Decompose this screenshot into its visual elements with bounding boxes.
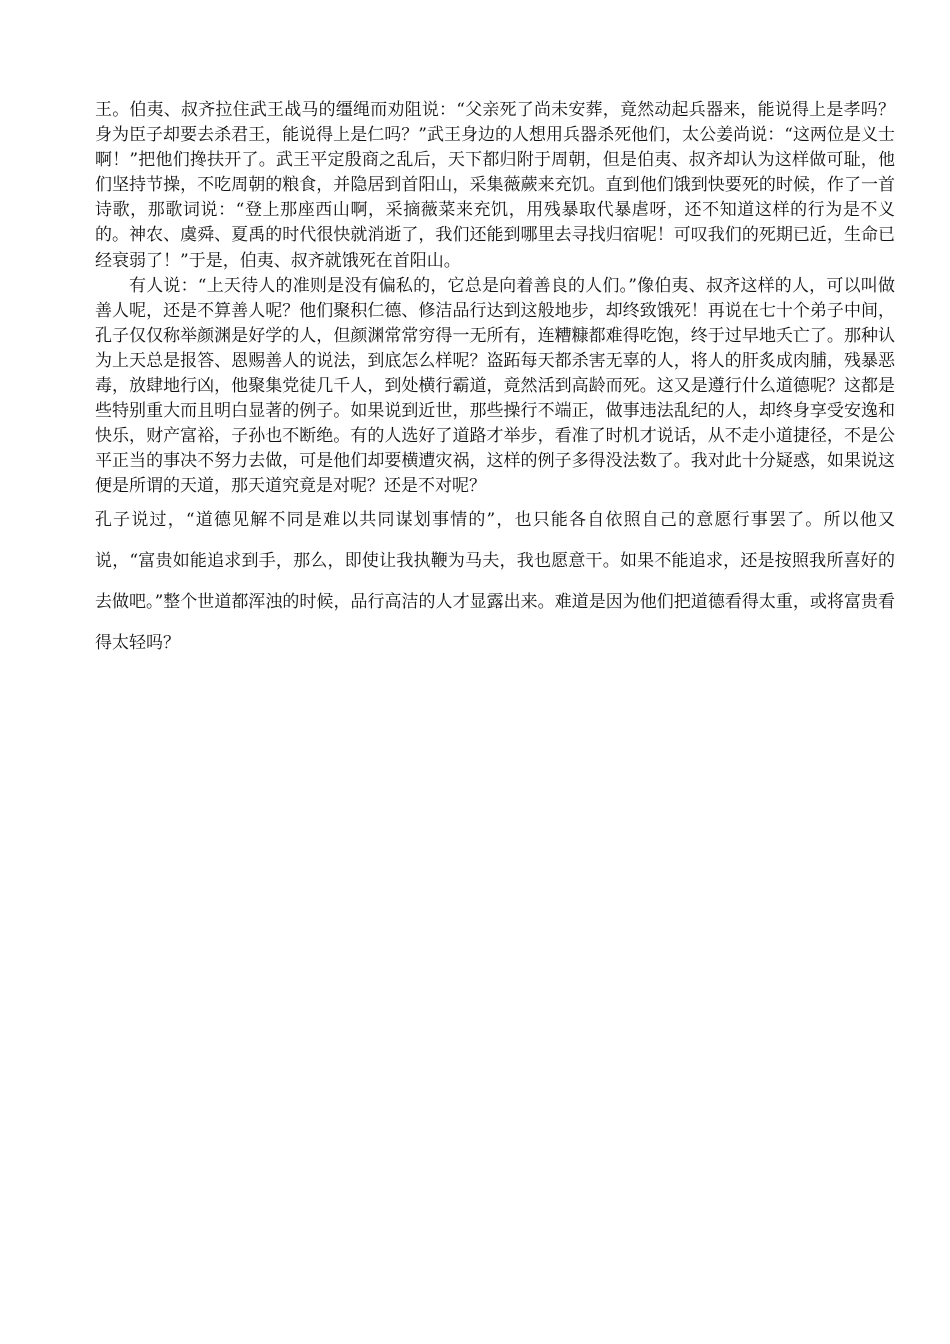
paragraph-boyi-shuqi: 王。伯夷、叔齐拉住武王战马的缰绳而劝阻说：“父亲死了尚未安葬，竟然动起兵器来，能说得上是孝吗？身为臣子却要去杀君王，能说得上是仁吗？”武王身边的人想用兵器杀死他们，太公姜尚说：“这两位是义士啊！”把他们搀扶开了。武王平定殷商之乱后，天下都归附于周朝，但是伯夷、叔齐却认为这样做可耻，他们坚持节操，不吃周朝的粮食，并隐居到首阳山，采集薇蕨来充饥。直到他们饿到快要死的时候，作了一首诗歌，那歌词说：“登上那座西山啊，采摘薇菜来充饥，用残暴取代暴虐呀，还不知道这样的行为是不义的。神农、虞舜、夏禹的时代很快就消逝了，我们还能到哪里去寻找归宿呢！可叹我们的死期已近，生命已经衰弱了！”于是，伯夷、叔齐就饿死在首阳山。 — [95, 100, 895, 271]
document-page — [95, 98, 895, 664]
paragraph-confucius: 孔子说过，“道德见解不同是难以共同谋划事情的”，也只能各自依照自己的意愿行事罢了。所以他又说，“富贵如能追求到手，那么，即使让我执鞭为马夫，我也愿意干。如果不能追求，还是按照我所喜好的去做吧。”整个世道都浑浊的时候，品行高洁的人才显露出来。难道是因为他们把道德看得太重，或将富贵看得太轻吗？ — [95, 509, 895, 653]
paragraph-heaven-justice: 有人说：“上天待人的准则是没有偏私的，它总是向着善良的人们。”像伯夷、叔齐这样的人，可以叫做善人呢，还是不算善人呢？他们聚积仁德、修洁品行达到这般地步，却终致饿死！再说在七十个弟子中间，孔子仅仅称举颜渊是好学的人，但颜渊常常穷得一无所有，连糟糠都难得吃饱，终于过早地夭亡了。那种认为上天总是报答、恩赐善人的说法，到底怎么样呢？盗跖每天都杀害无辜的人，将人的肝炙成肉脯，残暴恶毒，放肆地行凶，他聚集党徒几千人，到处横行霸道，竟然活到高龄而死。这又是遵行什么道德呢？这都是些特别重大而且明白显著的例子。如果说到近世，那些操行不端正，做事违法乱纪的人，却终身享受安逸和快乐，财产富裕，子孙也不断绝。有的人选好了道路才举步，看准了时机才说话，从不走小道捷径，不是公平正当的事决不努力去做，可是他们却要横遭灾祸，这样的例子多得没法数了。我对此十分疑惑，如果说这便是所谓的天道，那天道究竟是对呢？还是不对呢？ — [95, 275, 895, 497]
